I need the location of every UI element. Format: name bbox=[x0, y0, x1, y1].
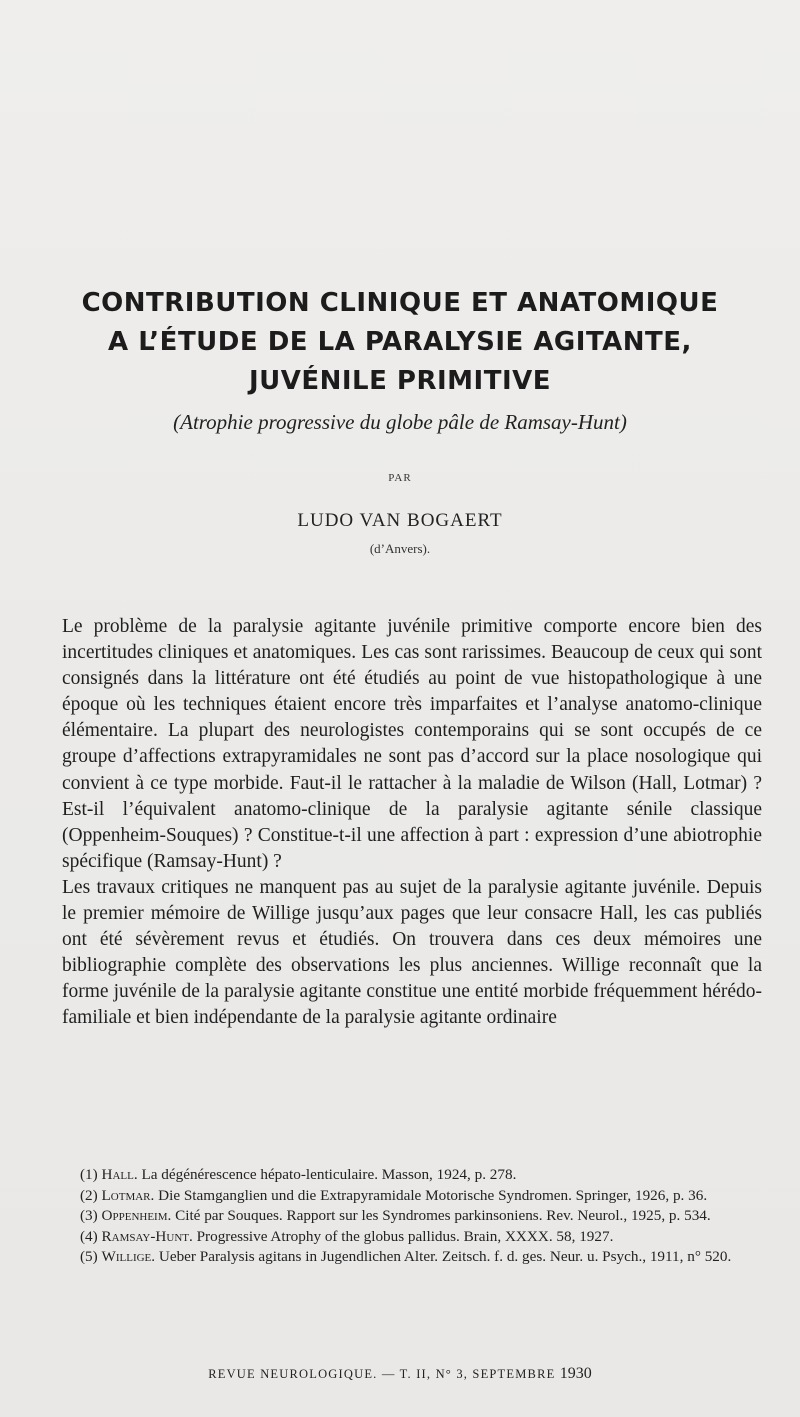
footnote-number: (5) bbox=[80, 1248, 98, 1266]
footnote-text: Ueber Paralysis agitans in Jugendlichen Alter. Zeitsch. f. d. ges. Neur. u. Psych., 1911, n° 520. bbox=[158, 1248, 732, 1266]
title-line-1: CONTRIBUTION CLINIQUE ET ANATOMIQUE bbox=[81, 288, 719, 318]
footnote-text: Die Stamganglien und die Extrapyramidale Motorische Syndromen. Springer, 1926, p. 36. bbox=[158, 1186, 708, 1204]
byline-par: PAR bbox=[388, 472, 412, 484]
footer-year: 1930 bbox=[559, 1365, 592, 1382]
footnote-3 bbox=[62, 1206, 766, 1227]
author-name: LUDO VAN BOGAERT bbox=[297, 510, 503, 531]
footnote-number: (3) bbox=[80, 1207, 98, 1225]
footnote-4 bbox=[62, 1227, 766, 1248]
footnote-number: (4) bbox=[80, 1227, 98, 1245]
page-footer bbox=[0, 1365, 800, 1383]
footnote-text: Cité par Souques. Rapport sur les Syndromes parkinsoniens. Rev. Neurol., 1925, p. 534. bbox=[175, 1207, 711, 1225]
body-paragraph-2: Les travaux critiques ne manquent pas au sujet de la paralysie agitante juvénile. Depuis le premier mémoire de Willige jusqu’aux pages que leur consacre Hall, les cas publiés ont été sévèrement revus et étudiés. On trouvera dans ces deux mémoires une bibliographie complète des observations les plus anciennes. Willige reconnaît que la forme juvénile de la paralysie agitante constitue une entité morbide fréquemment hérédo-familiale et bien indépendante de la paralysie agitante ordinaire bbox=[62, 876, 762, 1029]
footnote-text: Progressive Atrophy of the globus pallidus. Brain, XXXX. 58, 1927. bbox=[196, 1227, 614, 1245]
body-text bbox=[62, 614, 762, 1032]
footnotes bbox=[62, 1165, 766, 1268]
footnote-author: Willige. bbox=[101, 1248, 156, 1266]
body-paragraph-1: Le problème de la paralysie agitante juvénile primitive comporte encore bien des incertitudes cliniques et anatomiques. Les cas sont rarissimes. Beaucoup de ceux qui sont consignés dans la littérature ont été étudiés au point de vue histopathologique à une époque où les techniques étaient encore très imparfaites et l’analyse anatomo-clinique élémentaire. La plupart des neurologistes contemporains qui se sont occupés de ce groupe d’affections extrapyramidales ne sont pas d’accord sur la place nosologique qui convient à ce type morbide. Faut-il le rattacher à la maladie de Wilson (Hall, Lotmar) ? Est-il l’équivalent anatomo-clinique de la paralysie agitante sénile classique (Oppenheim-Souques) ? Constitue-t-il une affection à part : expression d’une abiotrophie spécifique (Ramsay-Hunt) ? bbox=[62, 616, 762, 872]
footnote-5 bbox=[62, 1247, 766, 1268]
subtitle: (Atrophie progressive du globe pâle de Ramsay-Hunt) bbox=[173, 410, 627, 434]
title-line-3: JUVÉNILE PRIMITIVE bbox=[248, 366, 552, 396]
footer-journal: REVUE NEUROLOGIQUE. — T. II, N° 3, SEPTEMBRE bbox=[208, 1367, 556, 1381]
footnote-author: Lotmar. bbox=[101, 1186, 155, 1204]
footnote-number: (2) bbox=[80, 1186, 98, 1204]
footnote-number: (1) bbox=[80, 1166, 98, 1183]
footnote-2 bbox=[62, 1186, 766, 1207]
footnote-1 bbox=[62, 1165, 766, 1186]
title-line-2: A L’ÉTUDE DE LA PARALYSIE AGITANTE, bbox=[108, 327, 692, 357]
footnote-author: Hall. bbox=[101, 1166, 138, 1183]
author-affiliation: (d’Anvers). bbox=[369, 541, 431, 556]
footnote-author: Ramsay-Hunt. bbox=[101, 1227, 193, 1245]
footnote-text: La dégénérescence hépato-lenticulaire. Masson, 1924, p. 278. bbox=[141, 1166, 517, 1183]
footnote-author: Oppenheim. bbox=[101, 1207, 172, 1225]
